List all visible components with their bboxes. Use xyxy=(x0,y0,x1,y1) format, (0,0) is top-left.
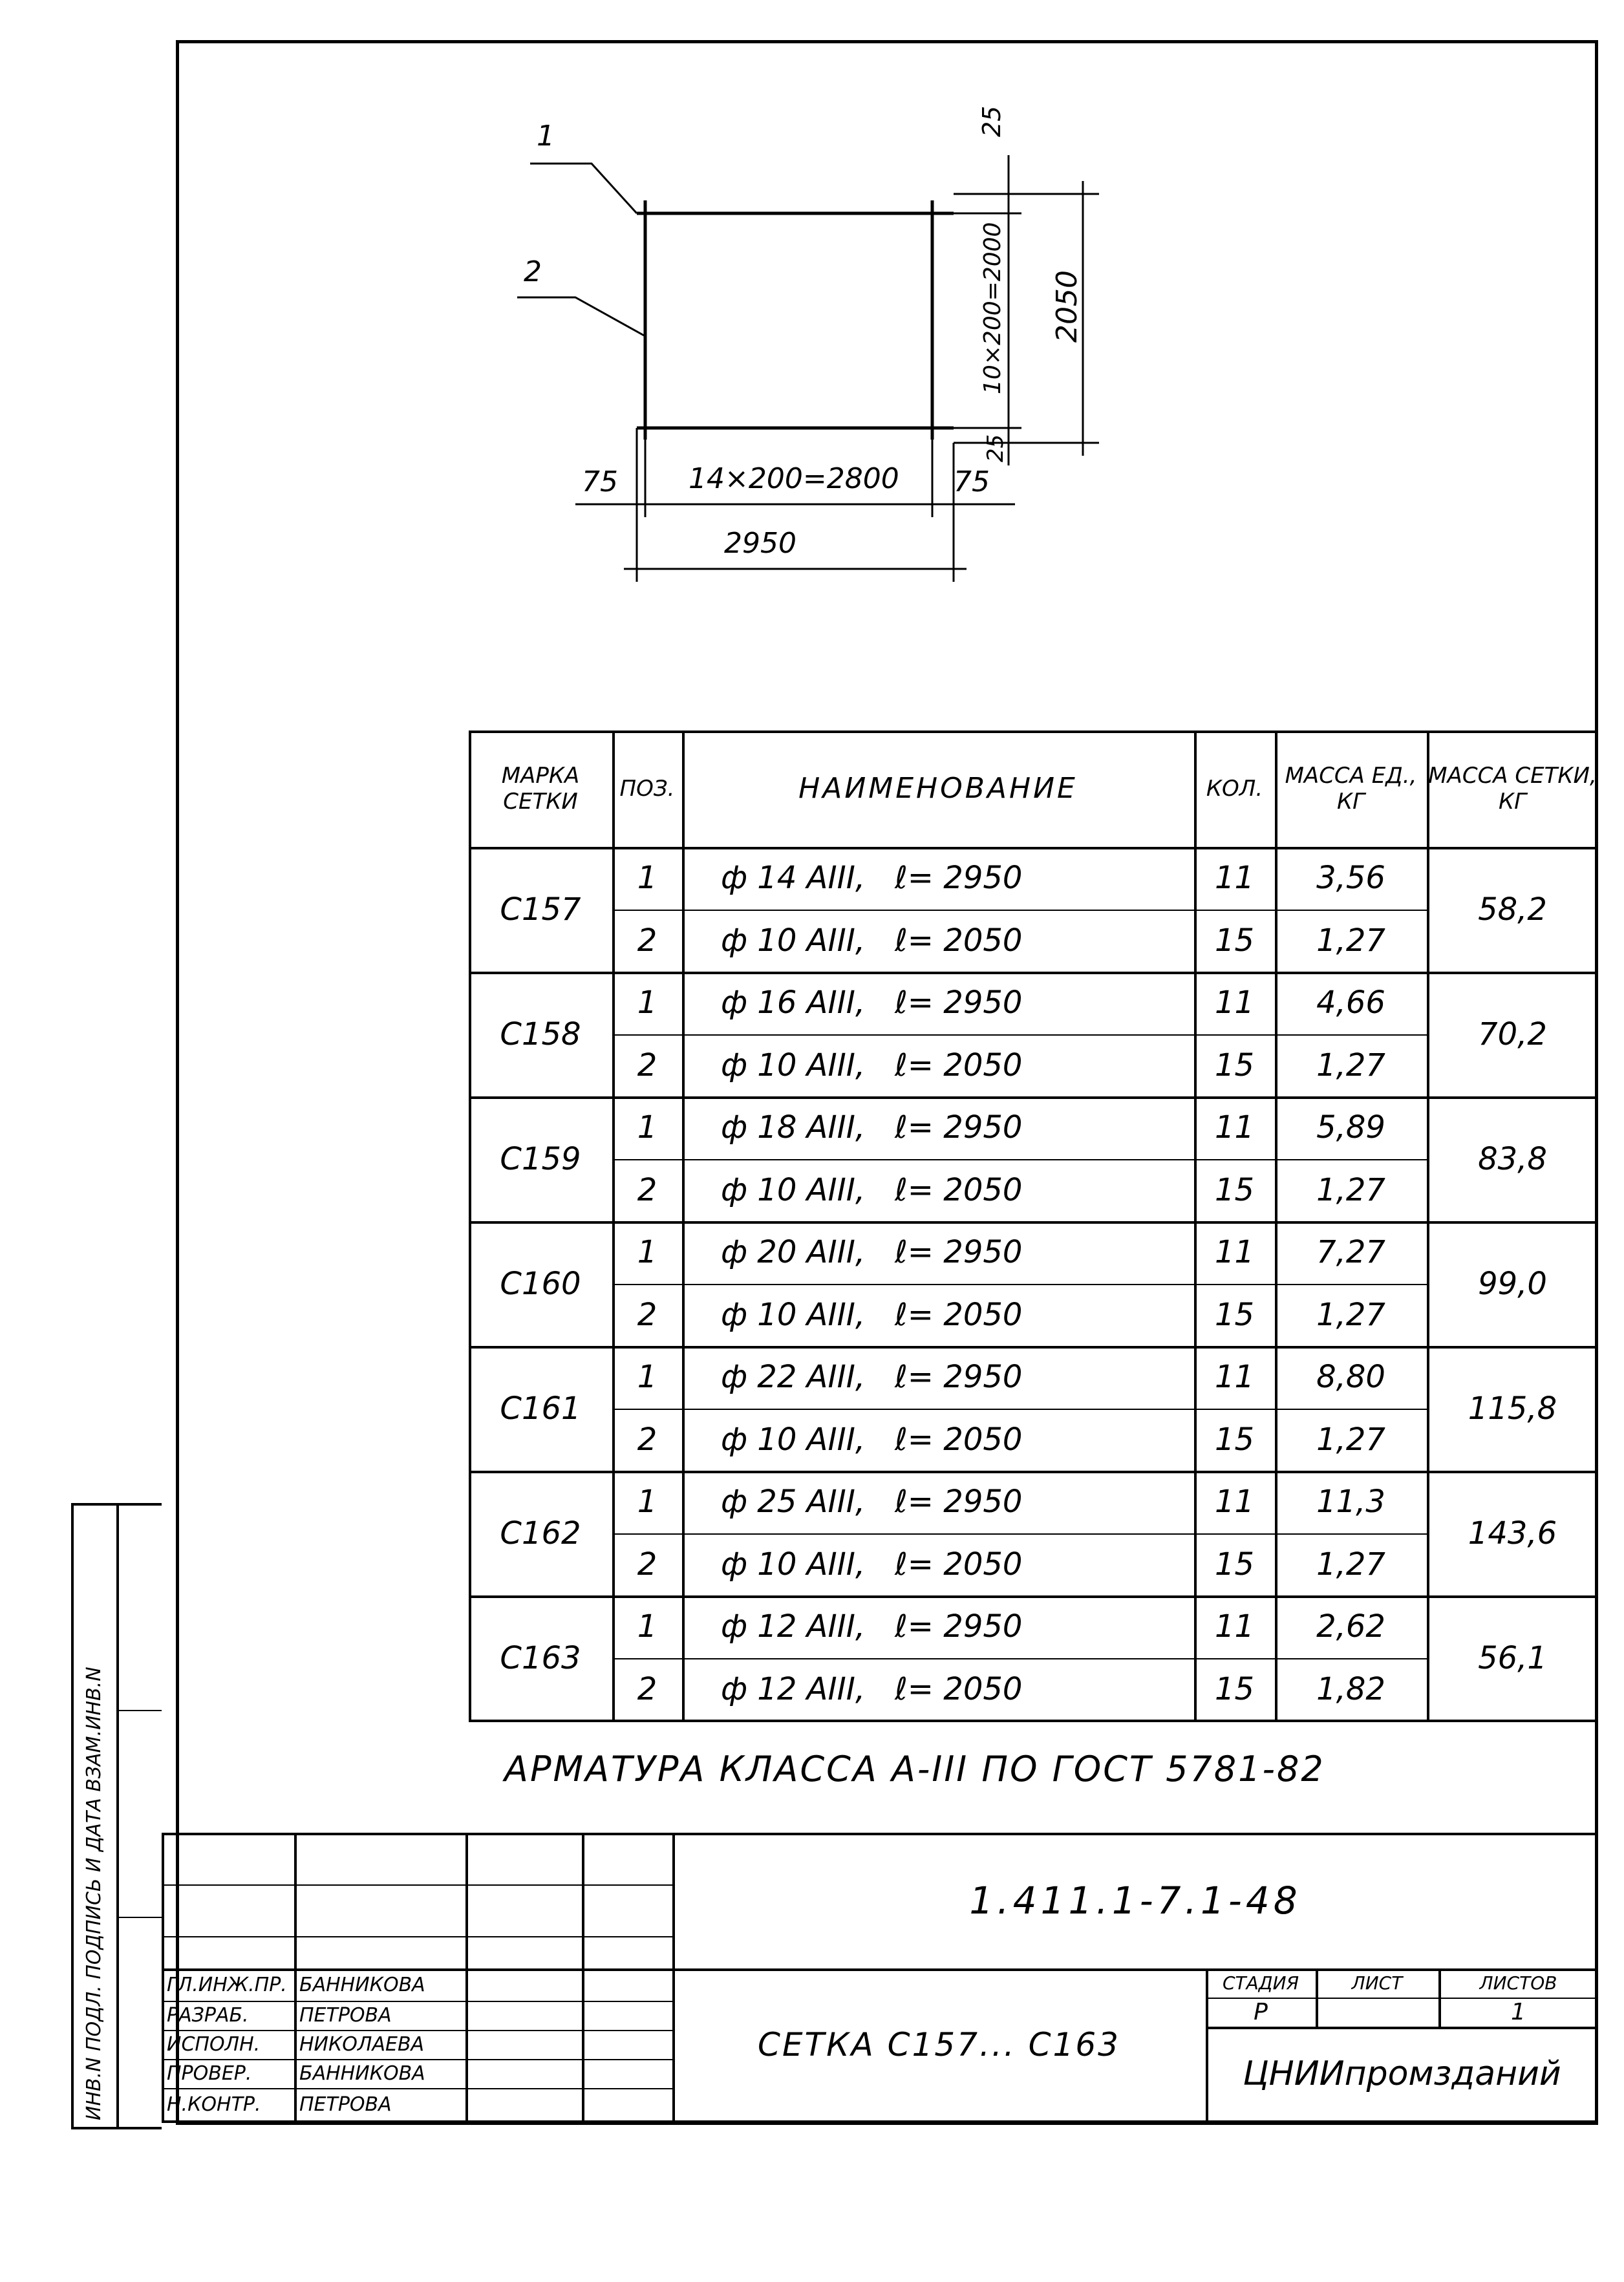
row-pos: 1 xyxy=(637,1109,657,1146)
callout-2: 2 xyxy=(524,255,542,288)
header-qty: КОЛ. xyxy=(1206,776,1263,802)
row-qty: 15 xyxy=(1214,922,1255,959)
row-qty: 11 xyxy=(1214,1608,1255,1645)
row-name: ф 12 АIII, ℓ= 2050 xyxy=(721,1670,1023,1707)
row-name: ф 10 АIII, ℓ= 2050 xyxy=(721,1171,1023,1208)
mesh-mark: С158 xyxy=(500,1016,581,1052)
drawing-title: СЕТКА С157... С163 xyxy=(758,2025,1120,2063)
row-qty: 11 xyxy=(1214,1234,1255,1271)
sheets-label: ЛИСТОВ xyxy=(1479,1972,1557,1994)
row-qty: 11 xyxy=(1214,1109,1255,1146)
mesh-mass: 143,6 xyxy=(1468,1515,1557,1552)
row-unit-mass: 1,27 xyxy=(1316,1421,1385,1458)
sheets-value: 1 xyxy=(1511,1999,1526,2025)
role-label: РАЗРАБ. xyxy=(167,2004,249,2027)
mesh-mark: С159 xyxy=(500,1140,581,1177)
header-pos: ПОЗ. xyxy=(619,776,675,802)
mesh-mark: С163 xyxy=(500,1639,581,1676)
dim-vertical-spacing: 10×200=2000 xyxy=(979,222,1006,394)
dim-horizontal-spacing: 14×200=2800 xyxy=(689,462,899,495)
role-label: ИСПОЛН. xyxy=(167,2033,261,2056)
dim-top-cover: 25 xyxy=(978,105,1006,137)
row-name: ф 10 АIII, ℓ= 2050 xyxy=(721,1546,1023,1583)
row-pos: 1 xyxy=(637,1608,657,1645)
side-stamp-text: ИНВ.N ПОДЛ. ПОДПИСЬ И ДАТА ВЗАМ.ИНВ.N xyxy=(83,1667,105,2120)
row-pos: 1 xyxy=(637,860,657,897)
dim-right-cover: 75 xyxy=(954,465,990,498)
dim-width: 2950 xyxy=(724,527,796,560)
row-pos: 2 xyxy=(637,1047,657,1083)
person-name: БАННИКОВА xyxy=(299,1973,425,1996)
row-qty: 15 xyxy=(1214,1670,1255,1707)
row-unit-mass: 11,3 xyxy=(1316,1484,1385,1520)
row-unit-mass: 1,27 xyxy=(1316,1171,1385,1208)
mesh-mass: 83,8 xyxy=(1478,1140,1547,1177)
row-unit-mass: 7,27 xyxy=(1316,1234,1385,1271)
row-qty: 11 xyxy=(1214,985,1255,1021)
header-mark: МАРКА СЕТКИ xyxy=(501,763,580,815)
row-qty: 15 xyxy=(1214,1047,1255,1083)
row-name: ф 12 АIII, ℓ= 2950 xyxy=(721,1608,1023,1645)
mesh-mark: С161 xyxy=(500,1390,581,1427)
row-name: ф 10 АIII, ℓ= 2050 xyxy=(721,1047,1023,1083)
dim-bottom-cover: 25 xyxy=(983,434,1009,462)
specification-table xyxy=(469,730,1598,1720)
reinforcement-note: АРМАТУРА КЛАССА А-III ПО ГОСТ 5781-82 xyxy=(504,1749,1325,1789)
row-unit-mass: 1,27 xyxy=(1316,1047,1385,1083)
row-pos: 2 xyxy=(637,1296,657,1333)
header-name: НАИМЕНОВАНИЕ xyxy=(798,772,1078,805)
mesh-mass: 115,8 xyxy=(1468,1390,1557,1427)
row-qty: 11 xyxy=(1214,1359,1255,1396)
row-name: ф 22 АIII, ℓ= 2950 xyxy=(721,1359,1023,1396)
row-unit-mass: 1,82 xyxy=(1316,1670,1385,1707)
role-label: ПРОВЕР. xyxy=(167,2062,252,2085)
title-block xyxy=(162,1833,1598,2127)
row-name: ф 25 АIII, ℓ= 2950 xyxy=(721,1484,1023,1520)
row-qty: 15 xyxy=(1214,1421,1255,1458)
mesh-mass: 70,2 xyxy=(1478,1016,1547,1052)
person-name: ПЕТРОВА xyxy=(299,2093,392,2116)
row-pos: 1 xyxy=(637,985,657,1021)
row-name: ф 18 АIII, ℓ= 2950 xyxy=(721,1109,1023,1146)
row-pos: 2 xyxy=(637,1421,657,1458)
mesh-mass: 99,0 xyxy=(1478,1265,1547,1302)
role-label: ГЛ.ИНЖ.ПР. xyxy=(167,1973,287,1996)
row-pos: 2 xyxy=(637,1670,657,1707)
row-qty: 15 xyxy=(1214,1546,1255,1583)
row-pos: 2 xyxy=(637,922,657,959)
row-name: ф 10 АIII, ℓ= 2050 xyxy=(721,922,1023,959)
organization: ЦНИИпромзданий xyxy=(1243,2054,1561,2093)
stage-value: Р xyxy=(1254,1999,1268,2025)
sheet-label: ЛИСТ xyxy=(1351,1972,1403,1994)
row-name: ф 14 АIII, ℓ= 2950 xyxy=(721,860,1023,897)
row-unit-mass: 3,56 xyxy=(1316,860,1385,897)
row-unit-mass: 1,27 xyxy=(1316,922,1385,959)
row-qty: 15 xyxy=(1214,1171,1255,1208)
row-pos: 1 xyxy=(637,1359,657,1396)
role-label: Н.КОНТР. xyxy=(167,2093,261,2116)
mesh-mark: С162 xyxy=(500,1515,581,1552)
row-name: ф 10 АIII, ℓ= 2050 xyxy=(721,1296,1023,1333)
row-pos: 2 xyxy=(637,1171,657,1208)
row-name: ф 20 АIII, ℓ= 2950 xyxy=(721,1234,1023,1271)
row-qty: 11 xyxy=(1214,860,1255,897)
dim-left-cover: 75 xyxy=(582,465,618,498)
row-qty: 15 xyxy=(1214,1296,1255,1333)
row-pos: 1 xyxy=(637,1484,657,1520)
person-name: ПЕТРОВА xyxy=(299,2004,392,2027)
row-pos: 2 xyxy=(637,1546,657,1583)
mesh-mark: С160 xyxy=(500,1265,581,1302)
dim-height: 2050 xyxy=(1051,270,1084,343)
side-stamp xyxy=(71,1503,162,2127)
header-mesh-mass: МАССА СЕТКИ, КГ xyxy=(1428,763,1597,815)
row-unit-mass: 5,89 xyxy=(1316,1109,1385,1146)
mesh-mass: 58,2 xyxy=(1478,891,1547,928)
document-number: 1.411.1-7.1-48 xyxy=(969,1879,1301,1923)
row-unit-mass: 2,62 xyxy=(1316,1608,1385,1645)
row-unit-mass: 1,27 xyxy=(1316,1296,1385,1333)
person-name: НИКОЛАЕВА xyxy=(299,2033,425,2056)
row-pos: 1 xyxy=(637,1234,657,1271)
row-unit-mass: 4,66 xyxy=(1316,985,1385,1021)
mesh-mass: 56,1 xyxy=(1478,1639,1547,1676)
person-name: БАННИКОВА xyxy=(299,2062,425,2085)
stage-label: СТАДИЯ xyxy=(1222,1972,1299,1994)
header-unit-mass: МАССА ЕД., КГ xyxy=(1285,763,1417,815)
callout-1: 1 xyxy=(537,120,555,153)
row-unit-mass: 1,27 xyxy=(1316,1546,1385,1583)
row-name: ф 10 АIII, ℓ= 2050 xyxy=(721,1421,1023,1458)
row-qty: 11 xyxy=(1214,1484,1255,1520)
row-name: ф 16 АIII, ℓ= 2950 xyxy=(721,985,1023,1021)
row-unit-mass: 8,80 xyxy=(1316,1359,1385,1396)
mesh-mark: С157 xyxy=(500,891,581,928)
